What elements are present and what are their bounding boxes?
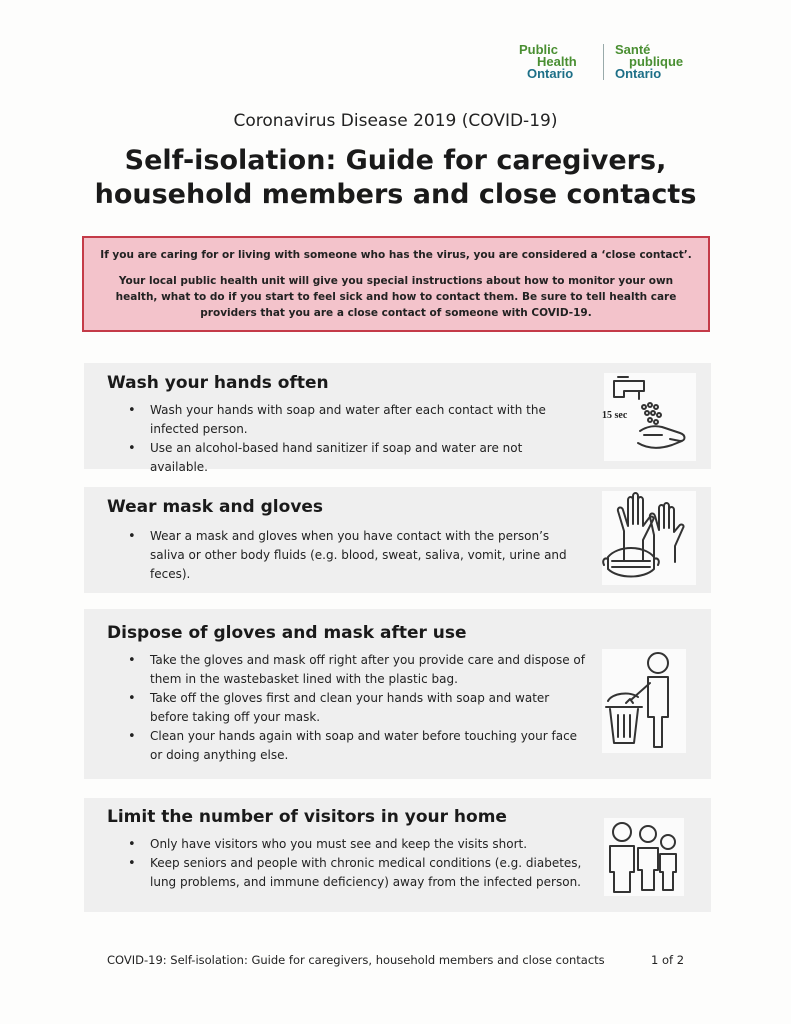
logo-en-line1: Public — [519, 42, 559, 57]
logo-fr-line2: publique — [629, 54, 684, 69]
logo-french — [615, 44, 683, 80]
list-item: • Only have visitors who you must see and keep the visits short. — [128, 835, 598, 854]
list-item: • Wash your hands with soap and water after each contact with the infected person. — [128, 401, 578, 439]
section-heading: Dispose of gloves and mask after use — [107, 623, 467, 643]
close-contact-alert — [82, 236, 710, 332]
logo-fr-line3: Ontario — [615, 66, 662, 81]
section-limit-visitors — [84, 798, 711, 912]
section-heading: Wash your hands often — [107, 373, 329, 393]
document-supertitle: Coronavirus Disease 2019 (COVID-19) — [233, 111, 558, 131]
list-item: • Use an alcohol-based hand sanitizer if soap and water are not available. — [128, 439, 578, 477]
alert-line-1: If you are caring for or living with someone who has the virus, you are considered a ‘close contact’. — [100, 249, 692, 261]
logo-fr-line1: Santé — [615, 42, 651, 57]
list-item: • Take the gloves and mask off right after you provide care and dispose of them in the wastebasket lined with the plastic bag. — [128, 651, 588, 689]
document-title — [0, 144, 791, 212]
group-people-icon — [604, 818, 684, 896]
page-number: 1 of 2 — [651, 953, 685, 967]
handwashing-icon — [604, 373, 696, 461]
timer-label: 15 sec — [602, 410, 628, 421]
alert-line-2: Your local public health unit will give you special instructions about how to monitor your own health, what to do if you start to feel sick and how to contact them. Be sure to tell health care providers that you are a close contact of someone with COVID-19. — [115, 275, 677, 319]
list-item: • Wear a mask and gloves when you have contact with the person’s saliva or other body fluids (e.g. blood, sweat, saliva, vomit, urine and feces). — [128, 527, 578, 584]
logo-en-line2: Health — [537, 54, 577, 69]
section-mask-gloves — [84, 487, 711, 593]
list-item: • Keep seniors and people with chronic medical conditions (e.g. diabetes, lung problems, and immune deficiency) away from the infected person. — [128, 854, 598, 892]
bullet-list — [128, 835, 598, 892]
list-item: • Clean your hands again with soap and water before touching your face or doing anything else. — [128, 727, 588, 765]
title-line-1: Self-isolation: Guide for caregivers, — [124, 145, 667, 176]
logo-divider — [603, 44, 604, 80]
section-heading: Wear mask and gloves — [107, 497, 324, 517]
bullet-list — [128, 527, 578, 584]
mask-gloves-icon — [602, 491, 696, 585]
footer-text: COVID-19: Self-isolation: Guide for caregivers, household members and close contacts — [107, 953, 605, 967]
bullet-list — [128, 651, 588, 765]
section-wash-hands — [84, 363, 711, 474]
list-item: • Take off the gloves first and clean your hands with soap and water before taking off your mask. — [128, 689, 588, 727]
logo-en-line3: Ontario — [527, 66, 574, 81]
section-heading: Limit the number of visitors in your home — [107, 807, 507, 827]
logo-english — [519, 44, 577, 80]
trash-disposal-icon — [602, 649, 686, 753]
title-line-2: household members and close contacts — [94, 179, 697, 210]
bullet-list — [128, 401, 578, 477]
section-dispose-gloves-mask — [84, 609, 711, 779]
public-health-ontario-logo — [519, 44, 699, 84]
